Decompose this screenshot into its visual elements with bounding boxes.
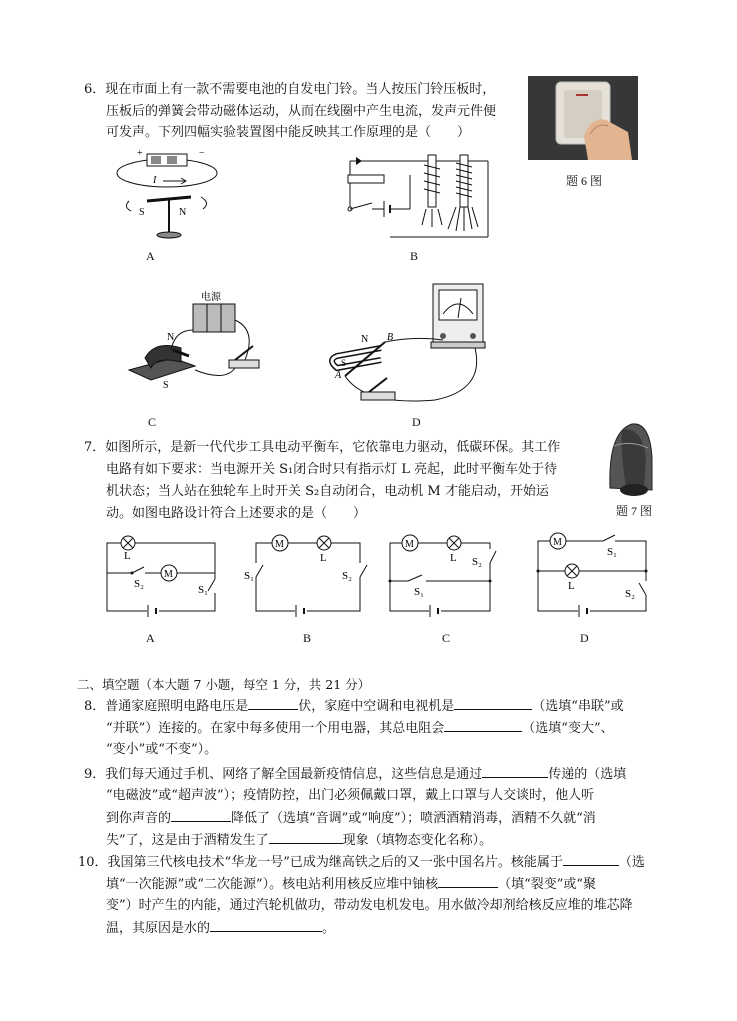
circuit-d-l: L	[568, 580, 575, 592]
fig-a-n: N	[179, 207, 187, 218]
circuit-d-s2: S₂	[625, 588, 635, 600]
circuit-b-m: M	[275, 539, 284, 550]
q6-option-d: D	[412, 415, 421, 429]
q8-line-2: “并联”）连接的。在家中每多使用一个用电器，其总电阻会 （选填“变大”、	[106, 717, 614, 739]
circuit-c-l: L	[450, 552, 457, 564]
q9-line-4: 失”了，这是由于酒精发生了 现象（填物态变化名称）。	[106, 829, 492, 851]
circuit-b-s1: S₁	[244, 570, 254, 582]
fig-c-s: S	[163, 380, 169, 391]
q7-line-3: 机状态；当人站在独轮车上时开关 S₂自动闭合，电动机 M 才能启动，开始运	[106, 484, 549, 499]
q7-line-2: 电路有如下要求：当电源开关 S₁闭合时只有指示灯 L 亮起，此时平衡车处于待	[106, 462, 558, 477]
circuit-a-l: L	[124, 550, 131, 562]
q10-blank-2[interactable]	[438, 873, 498, 888]
fig-d-s: S	[341, 358, 347, 368]
q6-line-3: 可发声。下列四幅实验装置图中能反映其工作原理的是（ ）	[106, 125, 471, 140]
q9-blank-3[interactable]	[269, 829, 343, 844]
q9-blank-2[interactable]	[171, 807, 231, 822]
q7-line-1: 7．如图所示，是新一代代步工具电动平衡车，它依靠电力驱动，低碳环保。其工作	[84, 440, 561, 455]
q7-option-c: C	[442, 631, 451, 645]
section-2-heading: 二、填空题（本大题 7 小题，每空 1 分，共 21 分）	[77, 677, 371, 692]
fig-a-plus: +	[137, 148, 143, 159]
q7-circuit-d	[535, 535, 655, 620]
q6-option-c: C	[148, 415, 157, 429]
circuit-a-s2: S₂	[134, 578, 144, 590]
fig-d-n: N	[361, 334, 369, 345]
circuit-b-s2: S₂	[342, 570, 352, 582]
circuit-a-s1: S₁	[198, 584, 208, 596]
circuit-b-l: L	[320, 552, 327, 564]
circuit-d-s1: S₁	[607, 546, 617, 558]
fig-c-power: 电源	[201, 292, 221, 303]
q9-line-1: 9．我们每天通过手机、网络了解全国最新疫情信息，这些信息是通过 传递的（选填	[84, 763, 626, 785]
q7-line-4: 动。如图电路设计符合上述要求的是（ ）	[106, 506, 367, 521]
q7-option-d: D	[580, 631, 589, 645]
q8-blank-2[interactable]	[454, 695, 532, 710]
q8-blank-1[interactable]	[248, 695, 298, 710]
q6-figure-a	[115, 145, 225, 245]
q7-circuit-a	[104, 535, 224, 620]
q8-line-3: “变小”或“不变”）。	[106, 742, 218, 757]
q6-photo-caption: 题 6 图	[566, 174, 603, 188]
q8-blank-3[interactable]	[444, 717, 522, 732]
circuit-c-s1: S₁	[414, 586, 424, 598]
circuit-c-m: M	[405, 539, 414, 550]
q9-blank-1[interactable]	[482, 763, 548, 778]
q10-blank-3[interactable]	[210, 917, 322, 932]
q9-line-3: 到你声音的 降低了（选填“音调”或“响度”）；喷洒酒精消毒，酒精不久就“消	[106, 807, 596, 829]
q6-option-a: A	[146, 249, 155, 263]
q6-figure-b	[320, 145, 495, 240]
fig-a-minus: −	[199, 148, 205, 159]
doorbell-photo	[528, 76, 638, 160]
unicycle-photo	[604, 418, 656, 498]
fig-d-a: A	[335, 370, 342, 381]
fig-a-current: I	[153, 175, 157, 186]
q7-option-b: B	[303, 631, 312, 645]
fig-a-s: S	[139, 207, 145, 218]
q6-line-1: 6．现在市面上有一款不需要电池的自发电门铃。当人按压门铃压板时，	[84, 82, 496, 97]
q6-figure-c	[125, 290, 265, 390]
q7-circuit-b	[244, 535, 372, 620]
fig-c-n: N	[167, 332, 175, 343]
fig-d-b: B	[387, 332, 394, 343]
q10-line-3: 变”）时产生的内能，通过汽轮机做功，带动发电机发电。用水做冷却剂给核反应堆的堆芯降	[106, 898, 633, 913]
q10-blank-1[interactable]	[563, 851, 619, 866]
q9-line-2: “电磁波”或“超声波”）；疫情防控，出门必须佩戴口罩，戴上口罩与人交谈时，他人听	[106, 788, 595, 803]
q6-line-2: 压板后的弹簧会带动磁体运动，从而在线圈中产生电流，发声元件便	[106, 104, 497, 119]
q7-circuit-c	[386, 535, 506, 620]
q10-line-2: 填“一次能源”或“二次能源”）。核电站利用核反应堆中铀核 （填“裂变”或“聚	[106, 873, 596, 895]
q10-line-4: 温，其原因是水的 。	[106, 917, 335, 939]
q6-figure-d	[325, 280, 490, 410]
circuit-c-s2: S₂	[472, 556, 482, 568]
q6-option-b: B	[410, 249, 419, 263]
circuit-d-m: M	[553, 537, 562, 548]
q7-photo-caption: 题 7 图	[616, 504, 653, 518]
circuit-a-m: M	[164, 569, 173, 580]
q8-line-1: 8．普通家庭照明电路电压是 伏，家庭中空调和电视机是 （选填“串联”或	[84, 695, 624, 717]
q10-line-1: 10．我国第三代核电技术“华龙一号”已成为继高铁之后的又一张中国名片。核能属于 （选	[78, 851, 645, 873]
q7-option-a: A	[146, 631, 155, 645]
